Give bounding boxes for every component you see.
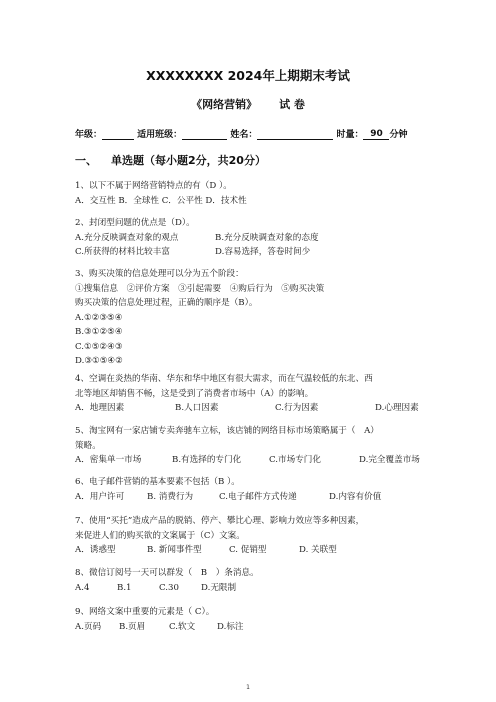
option-d: D.③①⑤④②: [75, 356, 123, 366]
question-5: [75, 424, 470, 468]
option-d: D.完全覆盖市场: [359, 455, 420, 465]
class-label: 适用班级：: [137, 130, 183, 140]
question-6: [75, 475, 470, 504]
section-number: 一、: [75, 154, 97, 167]
question-4: [75, 372, 470, 416]
student-info-line: [75, 127, 475, 140]
grade-blank[interactable]: [102, 129, 134, 140]
option-c: C.市场专门化: [269, 455, 321, 465]
question-options: A．交互性 B．全球性 C．公平性 D．技术性: [75, 195, 247, 206]
course-name: 《网络营销》: [191, 98, 258, 111]
section-title: 单选题（每小题2分，共20分）: [111, 154, 266, 167]
option-a: A.页码: [75, 621, 102, 632]
option-d: D.心理因素: [375, 403, 419, 413]
question-stem-line-3: 购买决策的信息处理过程，正确的顺序是（B）。: [75, 298, 258, 308]
option-b: B.人口因素: [175, 403, 219, 413]
option-b: B.1: [117, 582, 132, 593]
option-d: D. 关联型: [299, 545, 337, 555]
option-d: D.内容有价值: [329, 491, 382, 502]
class-blank[interactable]: [182, 129, 227, 140]
option-b: B.充分反映调查对象的态度: [215, 232, 319, 243]
option-d: D.容易选择，答卷时间少: [215, 247, 311, 257]
question-stem: 4、空调在炎热的华南、华东和华中地区有很大需求，而在气温较低的东北、西: [75, 374, 373, 384]
option-b: B. 消费行为: [147, 491, 194, 502]
option-a: A.4: [75, 582, 90, 593]
question-stem-line-2: 来促进人们的购买欲的文案属于（C）文案。: [75, 530, 245, 541]
option-d: D.标注: [217, 621, 244, 632]
grade-label: 年级：: [75, 130, 103, 140]
option-b: B.③①②⑤④: [75, 327, 123, 337]
exam-title: XXXXXXXX 2024年上期期末考试: [146, 68, 350, 83]
exam-subtitle: [0, 96, 496, 112]
question-stem: 3、购买决策的信息处理可以分为五个阶段：: [75, 269, 244, 279]
question-stem-line-2: 策略。: [75, 440, 101, 451]
option-c: C.30: [159, 582, 179, 593]
option-c: C.①⑤②④③: [75, 341, 123, 352]
page-number: 1: [246, 684, 250, 691]
option-c: C. 促销型: [229, 545, 267, 555]
option-b: B.页眉: [119, 621, 146, 632]
section-heading: [75, 152, 266, 168]
question-1: [75, 179, 470, 208]
paper-label: 试 卷: [279, 98, 305, 111]
question-stem: 2、封闭型问题的优点是（D）。: [75, 218, 195, 228]
name-label: 姓名：: [230, 130, 258, 140]
option-c: C.所获得的材料比较丰富: [75, 247, 170, 257]
question-stem: 5、淘宝网有一家店铺专卖奔驰车立标，该店铺的网络目标市场策略属于（ A）: [75, 426, 379, 436]
question-stem: 9、网络文案中重要的元素是（ C）。: [75, 607, 215, 617]
question-stem: 6、电子邮件营销的基本要素不包括（B ）。: [75, 477, 240, 487]
time-value: 90: [363, 129, 389, 140]
question-8: [75, 566, 470, 595]
option-a: A．诱惑型: [75, 545, 116, 555]
option-a: A.①②③⑤④: [75, 312, 123, 323]
question-stem-line-2: 北等地区却销售不畅，这是受到了消费者市场中（A）的影响。: [75, 388, 314, 399]
question-stem: 7、使用“买托”造成产品的脱销、停产、攀比心理、影响力效应等多种因素，: [75, 516, 365, 526]
question-3: [75, 267, 470, 369]
question-stem: 8、微信订阅号一天可以群发（ B ）条消息。: [75, 568, 259, 578]
option-a: A．密集单一市场: [75, 455, 142, 465]
question-stem: 1、以下不属于网络营销特点的有（D ）。: [75, 181, 232, 191]
option-b: B. 新闻事件型: [147, 545, 202, 555]
question-7: [75, 514, 470, 558]
option-a: A．地理因素: [75, 403, 125, 413]
option-b: B.有选择的专门化: [172, 455, 242, 465]
option-d: D.无限制: [201, 582, 237, 593]
question-stem-line-2: ①搜集信息 ②评价方案 ③引起需要 ④购后行为 ⑤购买决策: [75, 283, 325, 294]
time-unit: 分钟: [389, 130, 408, 140]
option-c: C.电子邮件方式传递: [219, 491, 297, 502]
question-2: [75, 216, 470, 260]
option-a: A.充分反映调查对象的观点: [75, 232, 179, 243]
question-9: [75, 605, 470, 634]
name-blank[interactable]: [257, 129, 333, 140]
option-c: C.软文: [169, 621, 196, 632]
option-c: C.行为因素: [275, 403, 319, 413]
option-a: A．用户许可: [75, 491, 125, 502]
time-label: 时量：: [336, 130, 364, 140]
